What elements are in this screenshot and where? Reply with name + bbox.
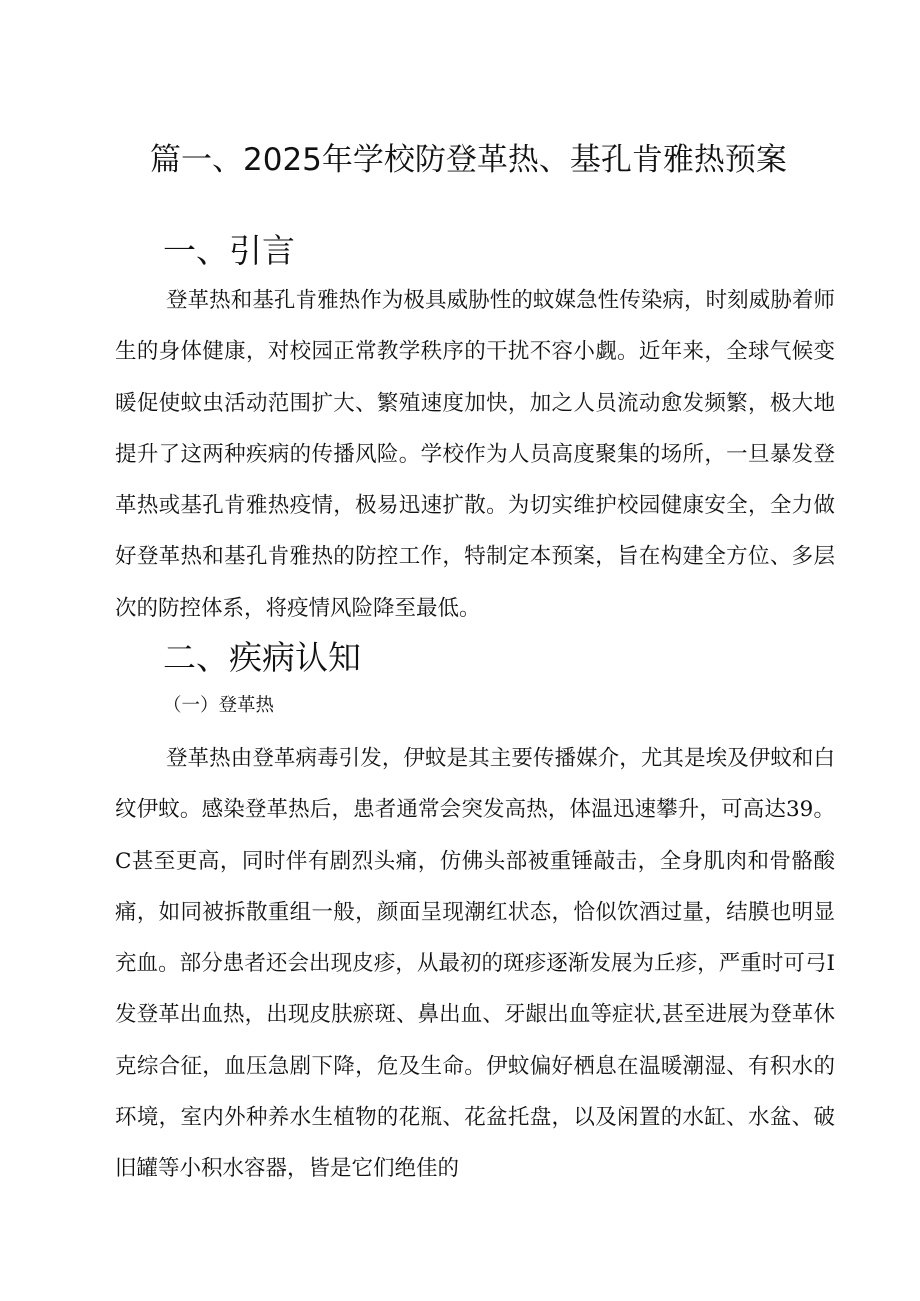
- introduction-paragraph: 登革热和基孔肯雅热作为极具威胁性的蚊媒急性传染病，时刻威胁着师生的身体健康，对校园正常教学秩序的干扰不容小觑。近年来，全球气候变暖促使蚊虫活动范围扩大、繁殖速度加快，加之人员流动愈发频繁，极大地提升了这两种疾病的传播风险。学校作为人员高度聚集的场所，一旦暴发登革热或基孔肯雅热疫情，极易迅速扩散。为切实维护校园健康安全，全力做好登革热和基孔肯雅热的防控工作，特制定本预案，旨在构建全方位、多层次的防控体系，将疫情风险降至最低。: [115, 288, 835, 621]
- section-heading-introduction: 一、引言: [163, 231, 295, 270]
- dengue-paragraph: 登革热由登革病毒引发，伊蚊是其主要传播媒介，尤其是埃及伊蚊和白纹伊蚊。感染登革热后，患者通常会突发高热，体温迅速攀升，可高达39。C甚至更高，同时伴有剧烈头痛，仿佛头部被重锤敲击，全身肌肉和骨骼酸痛，如同被拆散重组一般，颜面呈现潮红状态，恰似饮酒过量，结膜也明显充血。部分患者还会出现皮疹，从最初的斑疹逐渐发展为丘疹，严重时可弓I发登革出血热，出现皮肤瘀斑、鼻出血、牙龈出血等症状,甚至进展为登革休克综合征，血压急剧下降，危及生命。伊蚊偏好栖息在温暖潮湿、有积水的环境，室内外种养水生植物的花瓶、花盆托盘，以及闲置的水缸、水盆、破旧罐等小积水容器，皆是它们绝佳的: [115, 746, 835, 1182]
- subheading-dengue: （一）登革热: [163, 695, 275, 716]
- section-heading-disease-knowledge: 二、疾病认知: [163, 638, 361, 677]
- document-title: 篇一、2025年学校防登革热、基孔肯雅热预案: [150, 142, 787, 178]
